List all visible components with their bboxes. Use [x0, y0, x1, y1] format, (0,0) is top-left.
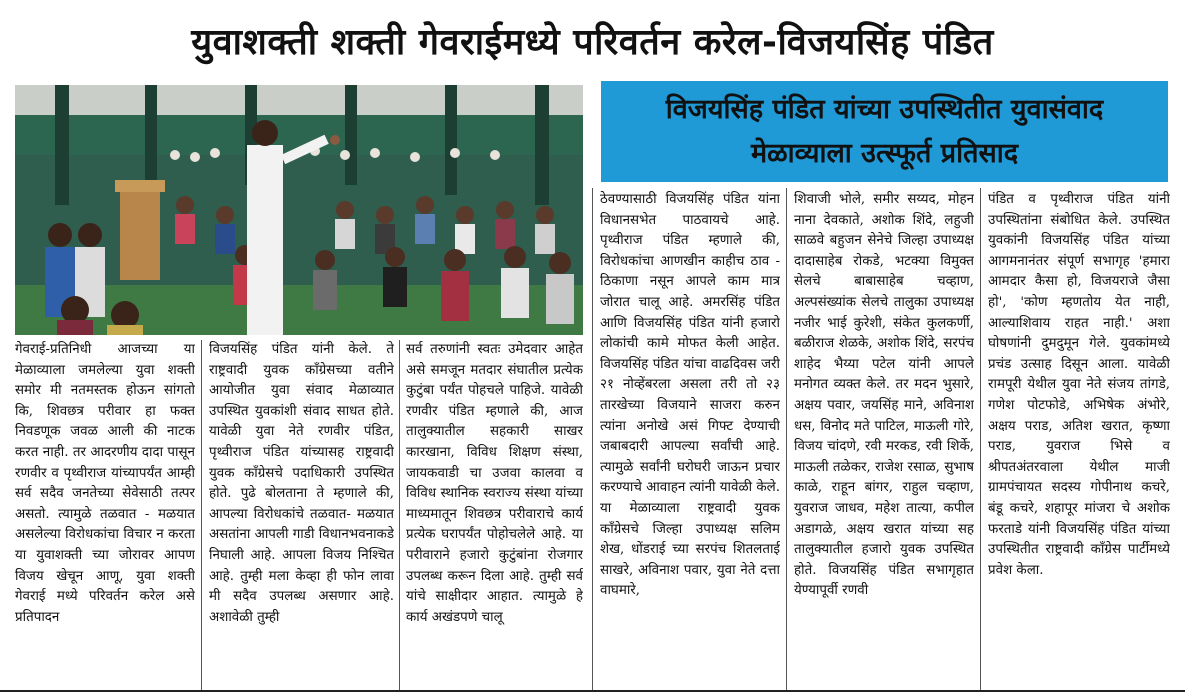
article-column-2 [209, 340, 394, 690]
column-divider [201, 340, 202, 690]
column-divider [592, 188, 593, 690]
column-divider [399, 340, 400, 690]
subheadline-line2: मेळाव्याला उत्स्फूर्त प्रतिसाद [750, 137, 1019, 169]
headline: युवाशक्ती शक्ती गेवराईमध्ये परिवर्तन करेल-विजयसिंह पंडित [191, 21, 994, 63]
article-column-6 [988, 190, 1170, 690]
column-6-text: पंडित व पृथ्वीराज पंडित यांनी उपस्थितांना संबोधित केले. उपस्थित युवकांनी विजयसिंह पंडित यांच्या आगमनानंतर संपूर्ण सभागृह 'हमारा आमदार कैसा हो, विजयराजे जैसा हो', 'कोण म्हणतोय येत नाही, आल्याशिवाय राहत नाही.' अशा घोषणांनी दुमदुमून गेले. युवकांमध्ये प्रचंड उत्साह दिसून आला. यावेळी रामपूरी येथील युवा नेते संजय तांगडे, गणेश पोटफोडे, अभिषेक अंभोरे, अक्षय पराड, अतिश खरात, कृष्णा पराड, युवराज भिसे व श्रीपतअंतरवाला येथील माजी ग्रामपंचायत सदस्य गोपीनाथ कचरे, बंडू कचरे, शहापूर मांजरा चे अशोक फरताडे यांनी विजयसिंह पंडित यांच्या उपस्थितीत राष्ट्रवादी कॉंग्रेस पार्टीमध्ये प्रवेश केला. [988, 192, 1170, 578]
article-column-4 [600, 190, 780, 690]
column-divider [980, 188, 981, 690]
subheadline-banner [601, 81, 1168, 182]
column-2-text: विजयसिंह पंडित यांनी केले. ते राष्ट्रवादी युवक कॉंग्रेसच्या वतीने आयोजीत युवा संवाद मेळाव्यात उपस्थित युवकांशी संवाद साधत होते. यावेळी युवा नेते रणवीर पंडित, पृथ्वीराज पंडित यांच्यासह राष्ट्रवादी युवक कॉंग्रेसचे पदाधिकारी उपस्थित होते. पुढे बोलताना ते म्हणाले की, आपल्या विरोधकांचे तळवात- मळयात असतांना आपली गाडी विधानभवनाकडे निघाली आहे. आपला विजय निश्चित आहे. तुम्ही मला केव्हा ही फोन लावा मी सदैव उपलब्ध असणार आहे. अशावेळी तुम्ही [209, 342, 394, 625]
column-3-text: सर्व तरुणांनी स्वतः उमेदवार आहेत असे समजून मतदार संघातील प्रत्येक कुटुंबा पर्यंत पोहचले पाहिजे. यावेळी रणवीर पंडित म्हणाले की, आज तालुक्यातील सहकारी साखर कारखाना, विविध शिक्षण संस्था, जायकवाडी चा उजवा कालवा व विविध स्थानिक स्वराज्य संस्था यांच्या माध्यमातून शिवछत्र परीवाराचे कार्य प्रत्येक घरापर्यंत पोहोचलेले आहे. या परीवाराने हजारो कुटुंबांना रोजगार उपलब्ध करून दिला आहे. तुम्ही सर्व यांचे साक्षीदार आहात. त्यामुळे हे कार्य अखंडपणे चालू [406, 342, 583, 625]
column-5-text: शिवाजी भोले, समीर सय्यद, मोहन नाना देवकाते, अशोक शिंदे, लहुजी साळवे बहुजन सेनेचे जिल्हा उपाध्यक्ष दादासाहेब रोकडे, भटक्या विमुक्त सेलचे बाबासाहेब चव्हाण, अल्पसंख्यांक सेलचे तालुका उपाध्यक्ष नजीर भाई कुरेशी, संकेत कुलकर्णी, बळीराज शेळके, अशोक शिंदे, सरपंच शाहेद भैय्या पटेल यांनी आपले मनोगत व्यक्त केले. तर मदन भुसारे, अक्षय पवार, जयसिंह माने, अविनाश धस, विनोद मते पाटिल, माऊली गोरे, विजय चांदणे, रवी मरकड, रवी शिर्के, माऊली तळेकर, राजेश रसाळ, सुभाष काळे, राहून बांगर, राहुल चव्हाण, युवराज जाधव, महेश तात्या, कपील अडागळे, अक्षय खरात यांच्या सह तालुक्यातील हजारो युवक उपस्थित होते. विजयसिंह पंडित सभागृहात येण्यापूर्वी रणवी [794, 192, 974, 599]
article-column-5 [794, 190, 974, 690]
article-column-3 [406, 340, 583, 690]
page-bottom-rule [0, 690, 1185, 692]
crowd-photo [15, 85, 583, 335]
column-1-text: गेवराई-प्रतिनिधी आजच्या या मेळाव्याला जमलेल्या युवा शक्ती समोर मी नतमस्तक होऊन सांगतो कि, शिवछत्र परीवार हा फक्त निवडणूक जवळ आली की नाटक करत नाही. तर आदरणीय दादा पासून रणवीर व पृथ्वीराज यांच्यापर्यंत आम्ही सर्व सदैव जनतेच्या सेवेसाठी तत्पर असतो. त्यामुळे तळवात - मळयात असलेल्या विरोधकांचा विचार न करता या युवाशक्ती च्या जोरावर आपण विजय खेचून आणू, युवा शक्ती गेवराई मध्ये परिवर्तन करेल असे प्रतिपादन [15, 342, 195, 625]
article-column-1 [15, 340, 195, 690]
subheadline-line1: विजयसिंह पंडित यांच्या उपस्थितीत युवासंवाद [665, 93, 1104, 125]
column-4-text: ठेवण्यासाठी विजयसिंह पंडित यांना विधानसभेत पाठवायचे आहे. पृथ्वीराज पंडित म्हणाले की, विरोधकांचा आणखीन काहीच ठाव - ठिकाणा नसून आपले काम मात्र जोरात चालू आहे. अमरसिंह पंडित आणि विजयसिंह पंडित यांनी हजारो लोकांची कामे मोफत केली आहेत. विजयसिंह पंडित यांचा वाढदिवस जरी २१ नोव्हेंबरला असला तरी तो २३ तारखेच्या विजयाने साजरा करुन त्यांना अनोखे असं गिफ्ट देण्याची जबाबदारी आपल्या सर्वांची आहे. त्यामुळे सर्वांनी घरोघरी जाऊन प्रचार करण्याचे आवाहन त्यांनी यावेळी केले. या मेळाव्याला राष्ट्रवादी युवक कॉंग्रेसचे जिल्हा उपाध्यक्ष सलिम शेख, धोंडराई च्या सरपंच शितलताई साखरे, अविनाश पवार, युवा नेते दत्ता वाघमारे, [600, 192, 780, 599]
column-divider [786, 188, 787, 690]
